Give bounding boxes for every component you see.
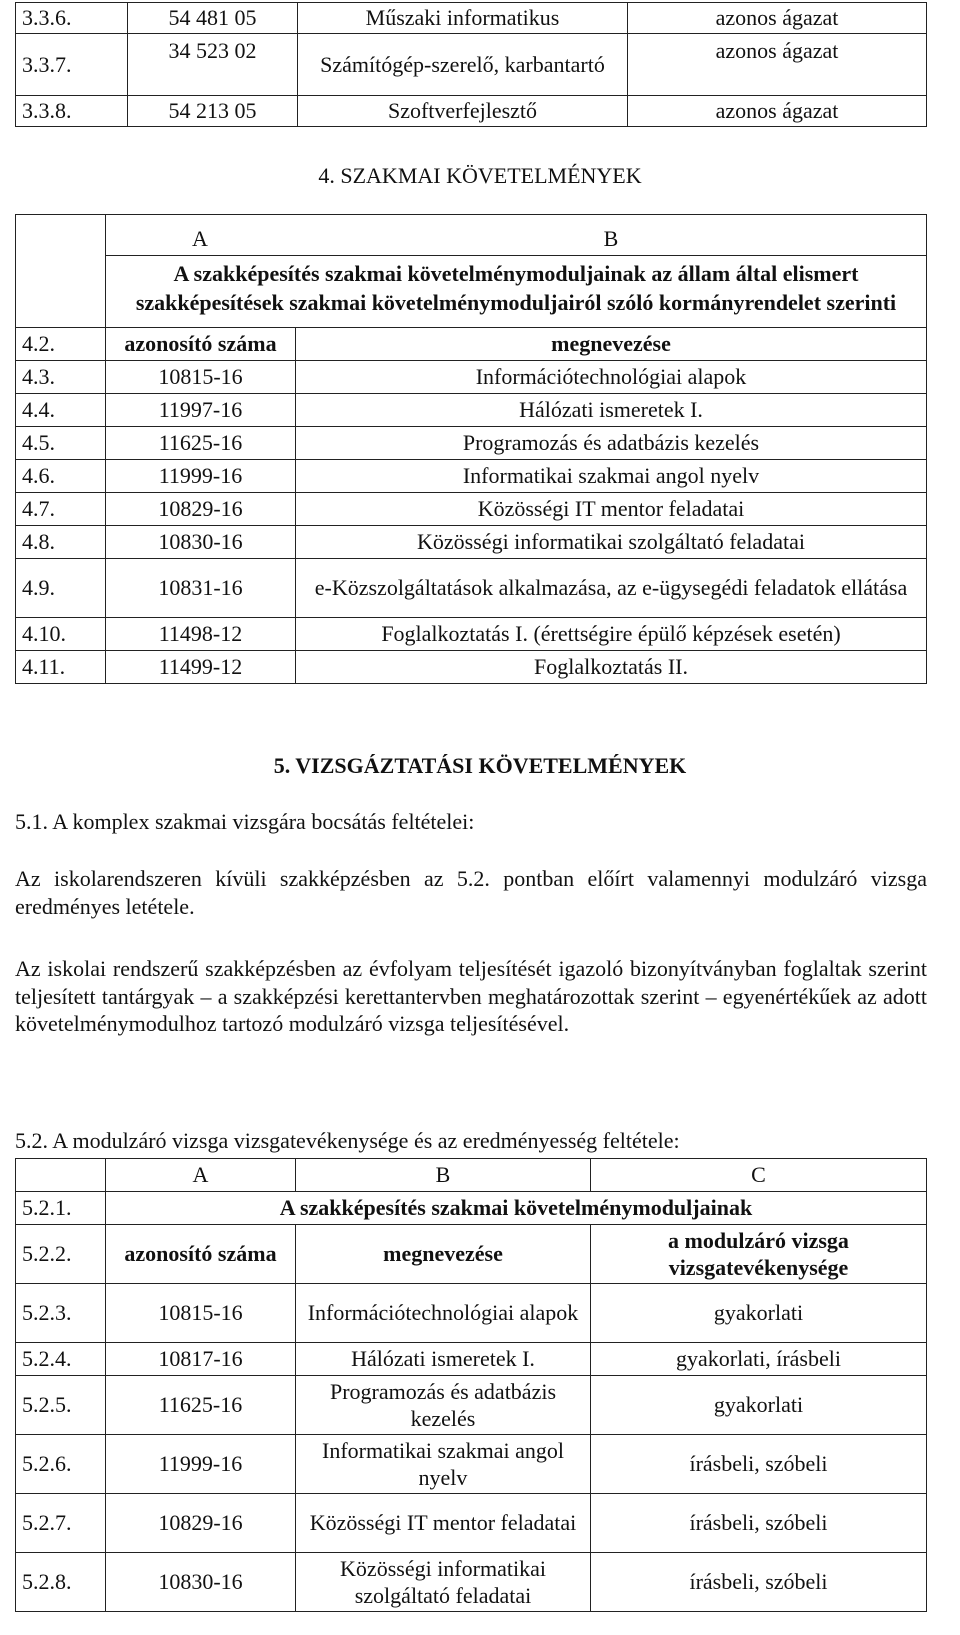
exam-cell: gyakorlati, írásbeli [591, 1343, 927, 1376]
header-cell [106, 215, 927, 328]
code-cell: 10830-16 [106, 526, 296, 559]
column-heading: a modulzáró vizsga vizsgatevékenysége [591, 1225, 927, 1284]
exam-activities-table [15, 1158, 927, 1612]
table-row [16, 493, 927, 526]
code-cell: 54 213 05 [128, 96, 298, 127]
table-row [16, 460, 927, 493]
relation-cell: azonos ágazat [628, 3, 927, 34]
code-cell: 11999-16 [106, 1435, 296, 1494]
header-description: A szakképesítés szakmai követelménymoduljainak [106, 1192, 927, 1225]
paragraph: Az iskolai rendszerű szakképzésben az évfolyam teljesítését igazoló bizonyítványban foglaltak szerint teljesített tantárgyak – a szakképzési kerettantervben meghatározottak szerint – egyenértékűek az adott követelménymodulhoz tartozó modulzáró vizsga teljesítésével. [15, 956, 927, 1036]
name-cell: Közösségi informatikai szolgáltató feladatai [296, 1553, 591, 1612]
row-id: 5.2.5. [16, 1376, 106, 1435]
column-heading: azonosító száma [106, 1225, 296, 1284]
code-cell: 11499-12 [106, 651, 296, 684]
table-row [16, 3, 927, 34]
row-id: 5.2.2. [16, 1225, 106, 1284]
column-b-label: B [296, 1159, 591, 1192]
name-cell: e-Közszolgáltatások alkalmazása, az e-ügysegédi feladatok ellátása [296, 559, 927, 618]
code-cell: 10829-16 [106, 493, 296, 526]
column-heading: azonosító száma [106, 328, 296, 361]
code-cell: 11625-16 [106, 427, 296, 460]
code-cell: 10815-16 [106, 361, 296, 394]
column-b-label: B [603, 226, 619, 252]
code-cell: 10831-16 [106, 559, 296, 618]
table-row [16, 651, 927, 684]
row-id: 5.2.8. [16, 1553, 106, 1612]
code-cell: 10829-16 [106, 1494, 296, 1553]
row-id: 5.2.7. [16, 1494, 106, 1553]
name-cell: Foglalkoztatás I. (érettségire épülő képzések esetén) [296, 618, 927, 651]
code-cell: 11997-16 [106, 394, 296, 427]
header-description: A szakképesítés szakmai követelménymoduljainak az állam által elismert szakképesítések szakmai követelménymoduljairól szóló kormányrendelet szerinti [135, 260, 897, 315]
table-row [16, 1553, 927, 1612]
row-id: 3.3.7. [16, 34, 128, 96]
table-row [16, 526, 927, 559]
row-id: 5.2.1. [16, 1192, 106, 1225]
row-id: 4.9. [16, 559, 106, 618]
name-cell: Közösségi informatikai szolgáltató feladatai [296, 526, 927, 559]
relation-cell: azonos ágazat [628, 96, 927, 127]
row-id: 4.7. [16, 493, 106, 526]
code-cell: 11498-12 [106, 618, 296, 651]
exam-cell: írásbeli, szóbeli [591, 1553, 927, 1612]
name-cell: Foglalkoztatás II. [296, 651, 927, 684]
table-row [16, 559, 927, 618]
row-id: 4.8. [16, 526, 106, 559]
name-cell: Hálózati ismeretek I. [296, 1343, 591, 1376]
column-heading: megnevezése [296, 1225, 591, 1284]
table-row [16, 1376, 927, 1435]
name-cell: Programozás és adatbázis kezelés [296, 427, 927, 460]
code-cell: 11625-16 [106, 1376, 296, 1435]
table-row [16, 328, 927, 361]
module-requirements-table [15, 214, 927, 684]
row-id: 3.3.6. [16, 3, 128, 34]
name-cell: Hálózati ismeretek I. [296, 394, 927, 427]
table-row [16, 1284, 927, 1343]
name-cell: Számítógép-szerelő, karbantartó [298, 34, 628, 96]
table-row [16, 1435, 927, 1494]
row-id: 4.5. [16, 427, 106, 460]
code-cell: 10817-16 [106, 1343, 296, 1376]
code-cell: 10815-16 [106, 1284, 296, 1343]
section-4-heading: 4. SZAKMAI KÖVETELMÉNYEK [318, 163, 642, 188]
name-cell: Közösségi IT mentor feladatai [296, 1494, 591, 1553]
table-row [16, 394, 927, 427]
row-id: 4.4. [16, 394, 106, 427]
table-row [16, 618, 927, 651]
row-id: 4.3. [16, 361, 106, 394]
subsection-5-2: 5.2. A modulzáró vizsga vizsgatevékenysége és az eredményesség feltétele: [15, 1128, 680, 1153]
row-id: 5.2.3. [16, 1284, 106, 1343]
name-cell: Szoftverfejlesztő [298, 96, 628, 127]
paragraph: Az iskolarendszeren kívüli szakképzésben az 5.2. pontban előírt valamennyi modulzáró vizsga eredményes letétele. [15, 866, 927, 919]
relation-cell: azonos ágazat [628, 34, 927, 96]
name-cell: Információtechnológiai alapok [296, 361, 927, 394]
name-cell: Információtechnológiai alapok [296, 1284, 591, 1343]
subsection-5-1: 5.1. A komplex szakmai vizsgára bocsátás feltételei: [15, 809, 475, 834]
table-row [16, 96, 927, 127]
row-id: 4.10. [16, 618, 106, 651]
exam-cell: gyakorlati [591, 1376, 927, 1435]
row-id: 3.3.8. [16, 96, 128, 127]
table-row [16, 1192, 927, 1225]
row-id: 4.6. [16, 460, 106, 493]
table-row [16, 34, 927, 96]
row-id: 5.2.4. [16, 1343, 106, 1376]
code-cell: 11999-16 [106, 460, 296, 493]
section-5-heading: 5. VIZSGÁZTATÁSI KÖVETELMÉNYEK [273, 753, 687, 778]
name-cell: Programozás és adatbázis kezelés [296, 1376, 591, 1435]
table-row [16, 361, 927, 394]
table-row [16, 427, 927, 460]
code-cell: 34 523 02 [128, 34, 298, 96]
column-a-label: A [192, 226, 208, 252]
column-a-label: A [106, 1159, 296, 1192]
name-cell: Informatikai szakmai angol nyelv [296, 1435, 591, 1494]
table-row [16, 1494, 927, 1553]
name-cell: Műszaki informatikus [298, 3, 628, 34]
related-qualifications-table [15, 2, 927, 127]
name-cell: Informatikai szakmai angol nyelv [296, 460, 927, 493]
table-header-row [16, 1159, 927, 1192]
name-cell: Közösségi IT mentor feladatai [296, 493, 927, 526]
code-cell: 10830-16 [106, 1553, 296, 1612]
row-id: 5.2.6. [16, 1435, 106, 1494]
exam-cell: gyakorlati [591, 1284, 927, 1343]
row-id: 4.2. [16, 328, 106, 361]
column-heading: megnevezése [296, 328, 927, 361]
code-cell: 54 481 05 [128, 3, 298, 34]
row-id: 4.11. [16, 651, 106, 684]
table-header-row [16, 215, 927, 328]
table-row [16, 1225, 927, 1284]
table-row [16, 1343, 927, 1376]
exam-cell: írásbeli, szóbeli [591, 1435, 927, 1494]
exam-cell: írásbeli, szóbeli [591, 1494, 927, 1553]
column-c-label: C [591, 1159, 927, 1192]
